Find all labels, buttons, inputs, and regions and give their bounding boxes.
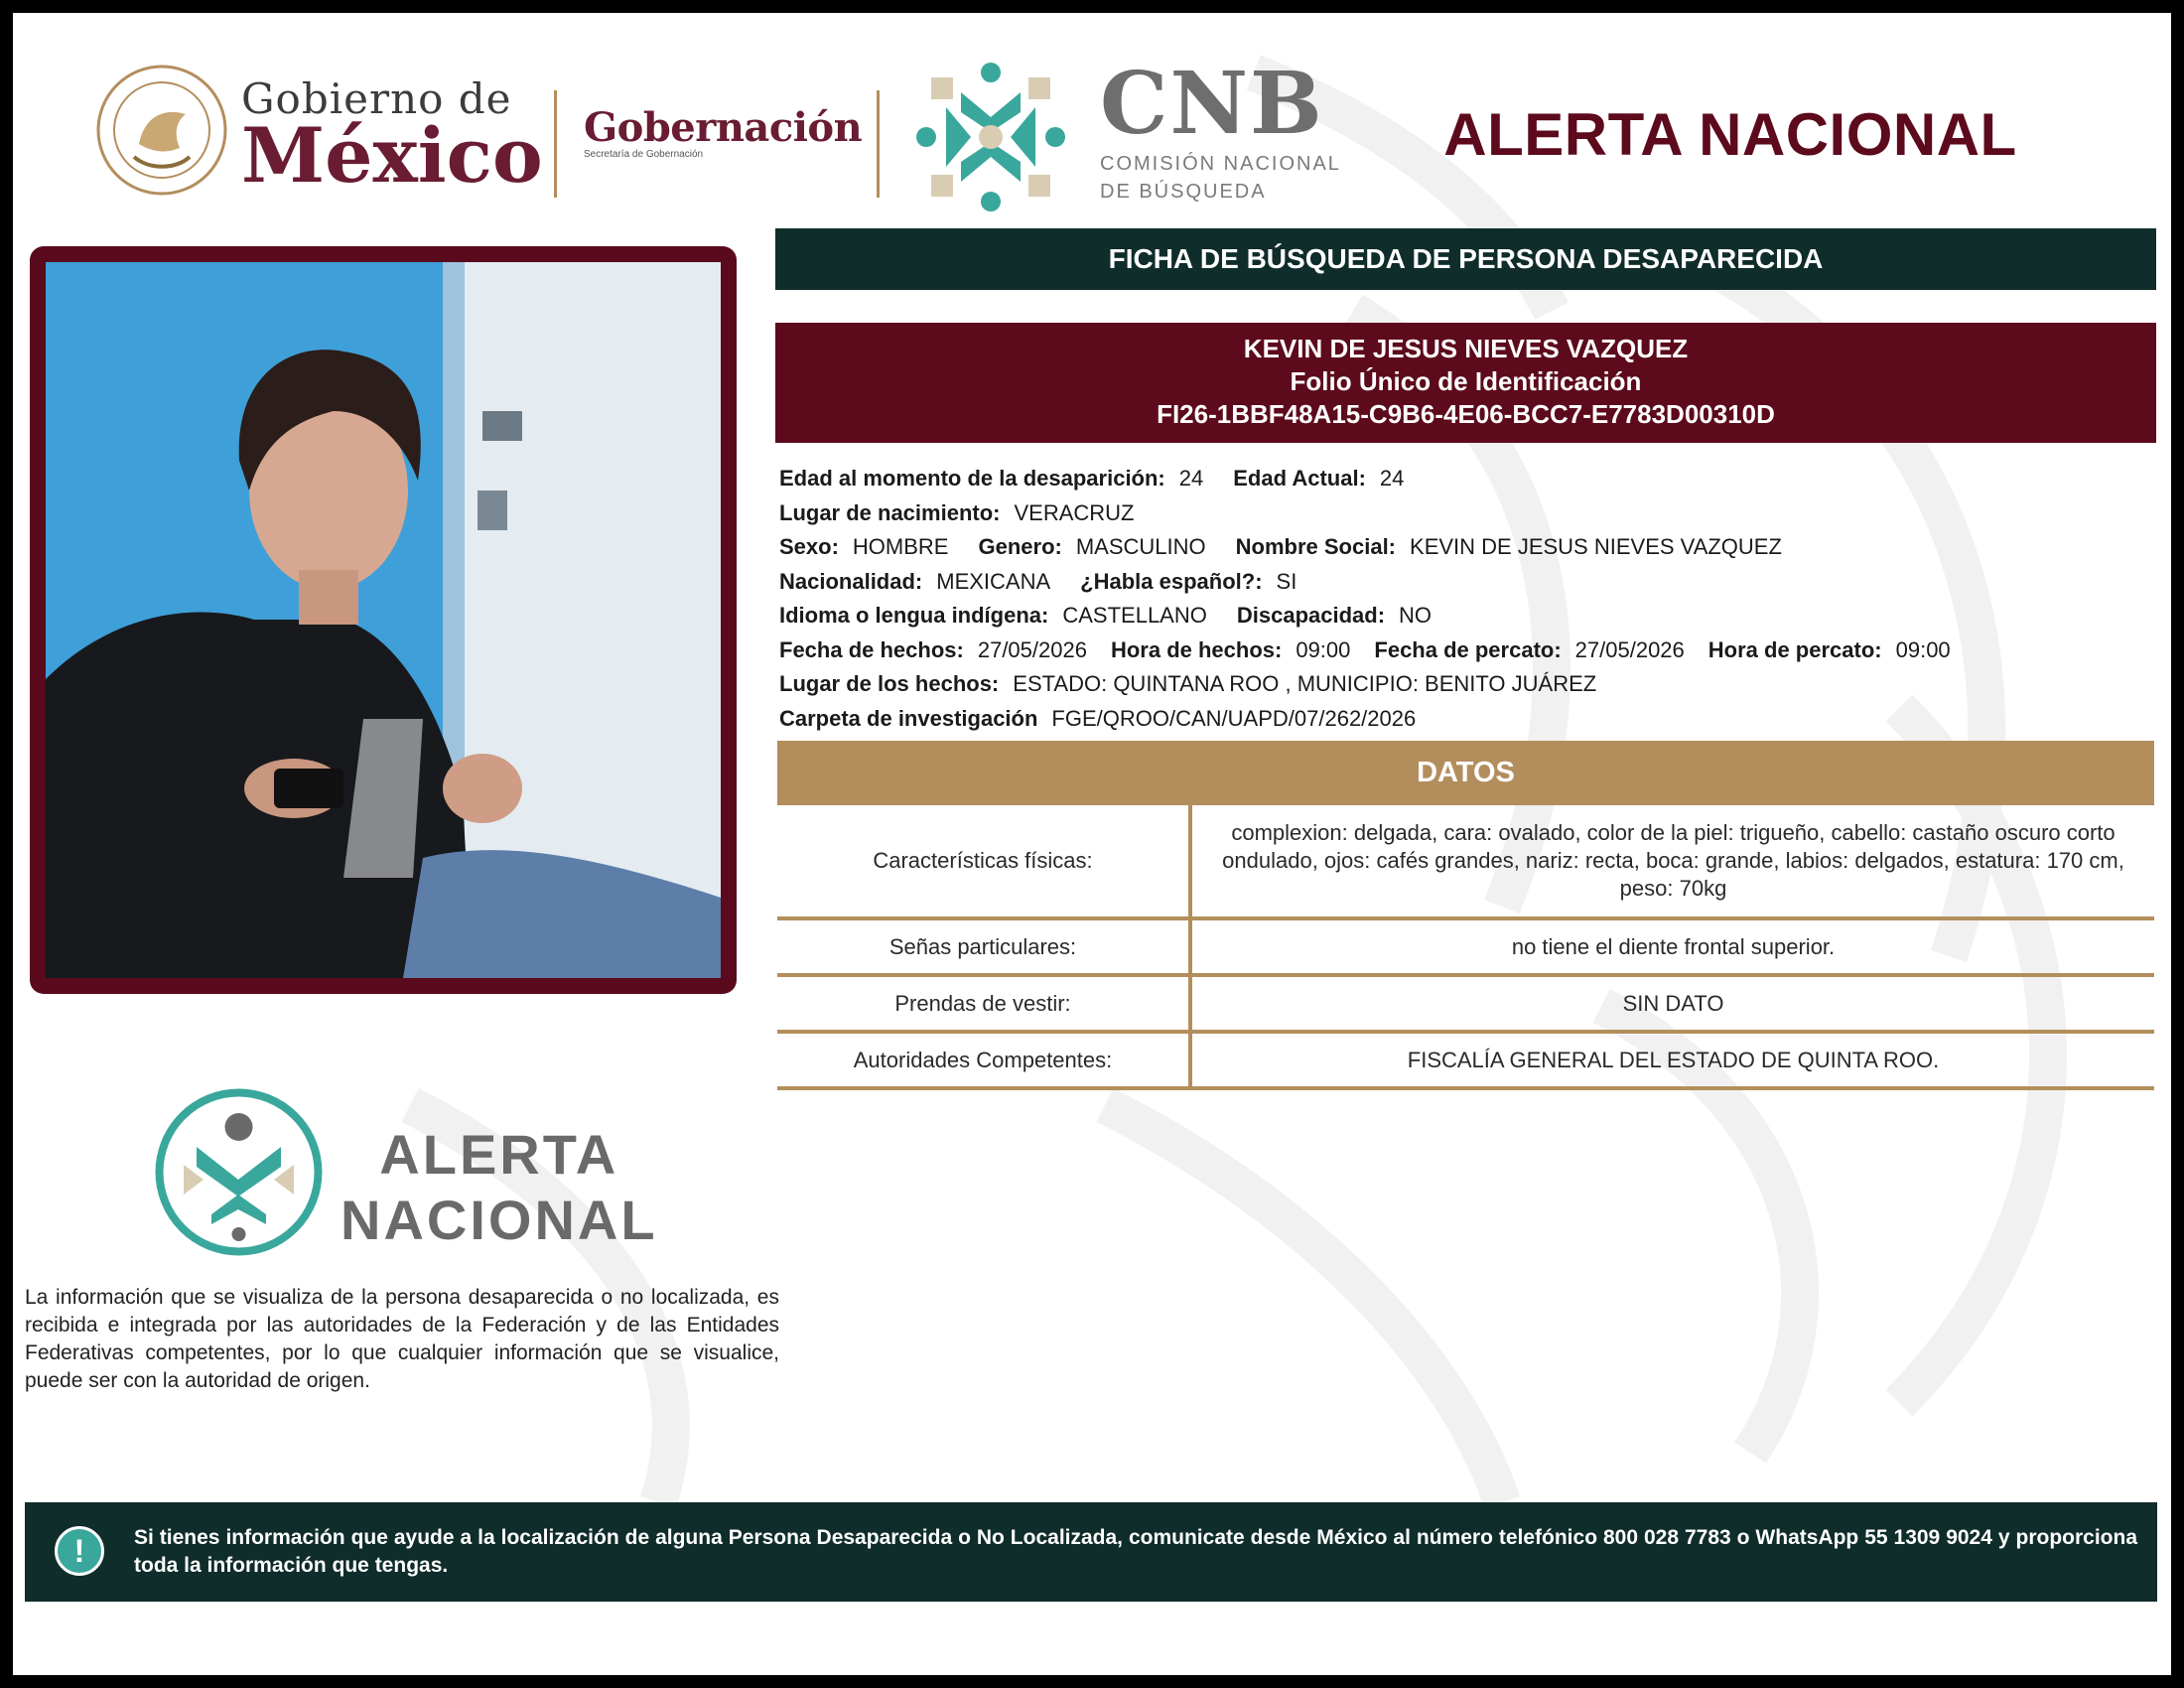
lugar-nacimiento-value: VERACRUZ <box>1014 499 1135 525</box>
info-row <box>779 565 2159 600</box>
folio-label: Folio Único de Identificación <box>1290 366 1642 396</box>
edad-desaparicion-label: Edad al momento de la desaparición: <box>779 466 1165 491</box>
fecha-percato-value: 27/05/2026 <box>1574 636 1685 662</box>
hora-percato-value: 09:00 <box>1895 636 1951 662</box>
datos-value: SIN DATO <box>1190 975 2154 1032</box>
hora-hechos-value: 09:00 <box>1296 636 1351 662</box>
header-divider <box>554 90 557 198</box>
footer-text: Si tienes información que ayude a la localización de alguna Persona Desaparecida o No Localizada, comunicate desde México al número telefónico 800 028 7783 o WhatsApp 55 1309 9024 y proporciona toda la información que tengas. <box>134 1526 2137 1577</box>
sexo-value: HOMBRE <box>852 534 949 559</box>
edad-actual-label: Edad Actual: <box>1233 466 1366 491</box>
gobernacion-title: Gobernación <box>584 104 863 151</box>
cnb-mark-icon <box>901 48 1080 226</box>
cnb-subtitle-2: DE BÚSQUEDA <box>1100 181 1267 203</box>
discapacidad-value: NO <box>1399 603 1433 628</box>
idioma-value: CASTELLANO <box>1062 603 1207 628</box>
sexo-label: Sexo: <box>779 534 839 559</box>
cnb-logo <box>1100 54 1341 204</box>
datos-value: complexion: delgada, cara: ovalado, color de la piel: trigueño, cabello: castaño oscuro corto ondulado, ojos: cafés grandes, nariz: recta, boca: grande, labios: delgados, estatura: 170 cm, peso: 70kg <box>1190 805 2154 918</box>
footer-contact-bar <box>25 1502 2157 1602</box>
fecha-percato-label: Fecha de percato: <box>1374 636 1562 662</box>
habla-espanol-label: ¿Habla español?: <box>1080 568 1263 594</box>
gobernacion-subtitle: Secretaría de Gobernación <box>584 149 704 160</box>
idioma-label: Idioma o lengua indígena: <box>779 603 1049 628</box>
disclaimer-text: La información que se visualiza de la persona desaparecida o no localizada, es recibida e integrada por las autoridades de la Federación y de las Entidades Federativas competentes, por lo que cualquier información que se visualice, puede ser con la autoridad de origen. <box>25 1286 779 1392</box>
gobernacion-logo <box>584 104 862 160</box>
lugar-hechos-value: ESTADO: QUINTANA ROO , MUNICIPIO: BENITO JUÁREZ <box>1013 671 1597 696</box>
carpeta-label: Carpeta de investigación <box>779 705 1038 731</box>
alerta-nacional-logo-text <box>341 1122 658 1253</box>
info-row <box>779 667 2159 702</box>
ficha-title-bar: FICHA DE BÚSQUEDA DE PERSONA DESAPARECIDA <box>775 228 2156 290</box>
table-row <box>777 1032 2154 1088</box>
datos-title-bar: DATOS <box>777 741 2154 805</box>
info-row <box>779 599 2159 633</box>
person-name-bar <box>775 323 2156 443</box>
fecha-hechos-label: Fecha de hechos: <box>779 636 964 662</box>
habla-espanol-value: SI <box>1276 568 1297 594</box>
exclamation-icon: ! <box>55 1526 104 1576</box>
person-info <box>779 462 2159 736</box>
table-row <box>777 918 2154 975</box>
discapacidad-label: Discapacidad: <box>1236 603 1386 628</box>
mexico-seal-icon <box>94 63 229 198</box>
datos-value: no tiene el diente frontal superior. <box>1190 918 2154 975</box>
folio-value: FI26-1BBF48A15-C9B6-4E06-BCC7-E7783D00310D <box>1157 399 1775 429</box>
nacionalidad-value: MEXICANA <box>936 568 1051 594</box>
cnb-subtitle-1: COMISIÓN NACIONAL <box>1100 153 1341 175</box>
gobierno-logo <box>241 74 543 200</box>
edad-actual-value: 24 <box>1379 466 1405 491</box>
datos-value: FISCALÍA GENERAL DEL ESTADO DE QUINTA ROO. <box>1190 1032 2154 1088</box>
header <box>13 13 2171 211</box>
alerta-logo-line2: NACIONAL <box>341 1189 658 1251</box>
header-divider <box>877 90 880 198</box>
nombre-social-value: KEVIN DE JESUS NIEVES VAZQUEZ <box>1410 534 1782 559</box>
person-photo-frame <box>30 246 737 994</box>
datos-key: Señas particulares: <box>777 918 1190 975</box>
info-row <box>779 702 2159 737</box>
lugar-hechos-label: Lugar de los hechos: <box>779 671 1000 696</box>
table-row <box>777 975 2154 1032</box>
edad-desaparicion-value: 24 <box>1178 466 1204 491</box>
info-row <box>779 462 2159 496</box>
info-row <box>779 530 2159 565</box>
carpeta-value: FGE/QROO/CAN/UAPD/07/262/2026 <box>1051 705 1417 731</box>
genero-value: MASCULINO <box>1075 534 1206 559</box>
hora-percato-label: Hora de percato: <box>1707 636 1882 662</box>
lugar-nacimiento-label: Lugar de nacimiento: <box>779 499 1001 525</box>
gobierno-line2: México <box>241 111 543 200</box>
info-row <box>779 633 2159 668</box>
table-row <box>777 805 2154 918</box>
cnb-title: CNB <box>1100 54 1324 154</box>
nacionalidad-label: Nacionalidad: <box>779 568 923 594</box>
nombre-social-label: Nombre Social: <box>1235 534 1397 559</box>
fecha-hechos-value: 27/05/2026 <box>977 636 1087 662</box>
genero-label: Genero: <box>978 534 1062 559</box>
datos-key: Autoridades Competentes: <box>777 1032 1190 1088</box>
hora-hechos-label: Hora de hechos: <box>1110 636 1283 662</box>
person-name: KEVIN DE JESUS NIEVES VAZQUEZ <box>1243 334 1689 363</box>
datos-table <box>777 805 2154 1090</box>
gobierno-line1: Gobierno de <box>241 74 512 123</box>
person-photo-illustration <box>46 262 721 978</box>
page-title: ALERTA NACIONAL <box>1443 101 2017 168</box>
alerta-logo-line1: ALERTA <box>379 1123 619 1186</box>
person-photo <box>46 262 721 978</box>
info-row <box>779 496 2159 531</box>
datos-key: Características físicas: <box>777 805 1190 918</box>
alerta-nacional-logo-icon <box>152 1085 326 1259</box>
datos-key: Prendas de vestir: <box>777 975 1190 1032</box>
